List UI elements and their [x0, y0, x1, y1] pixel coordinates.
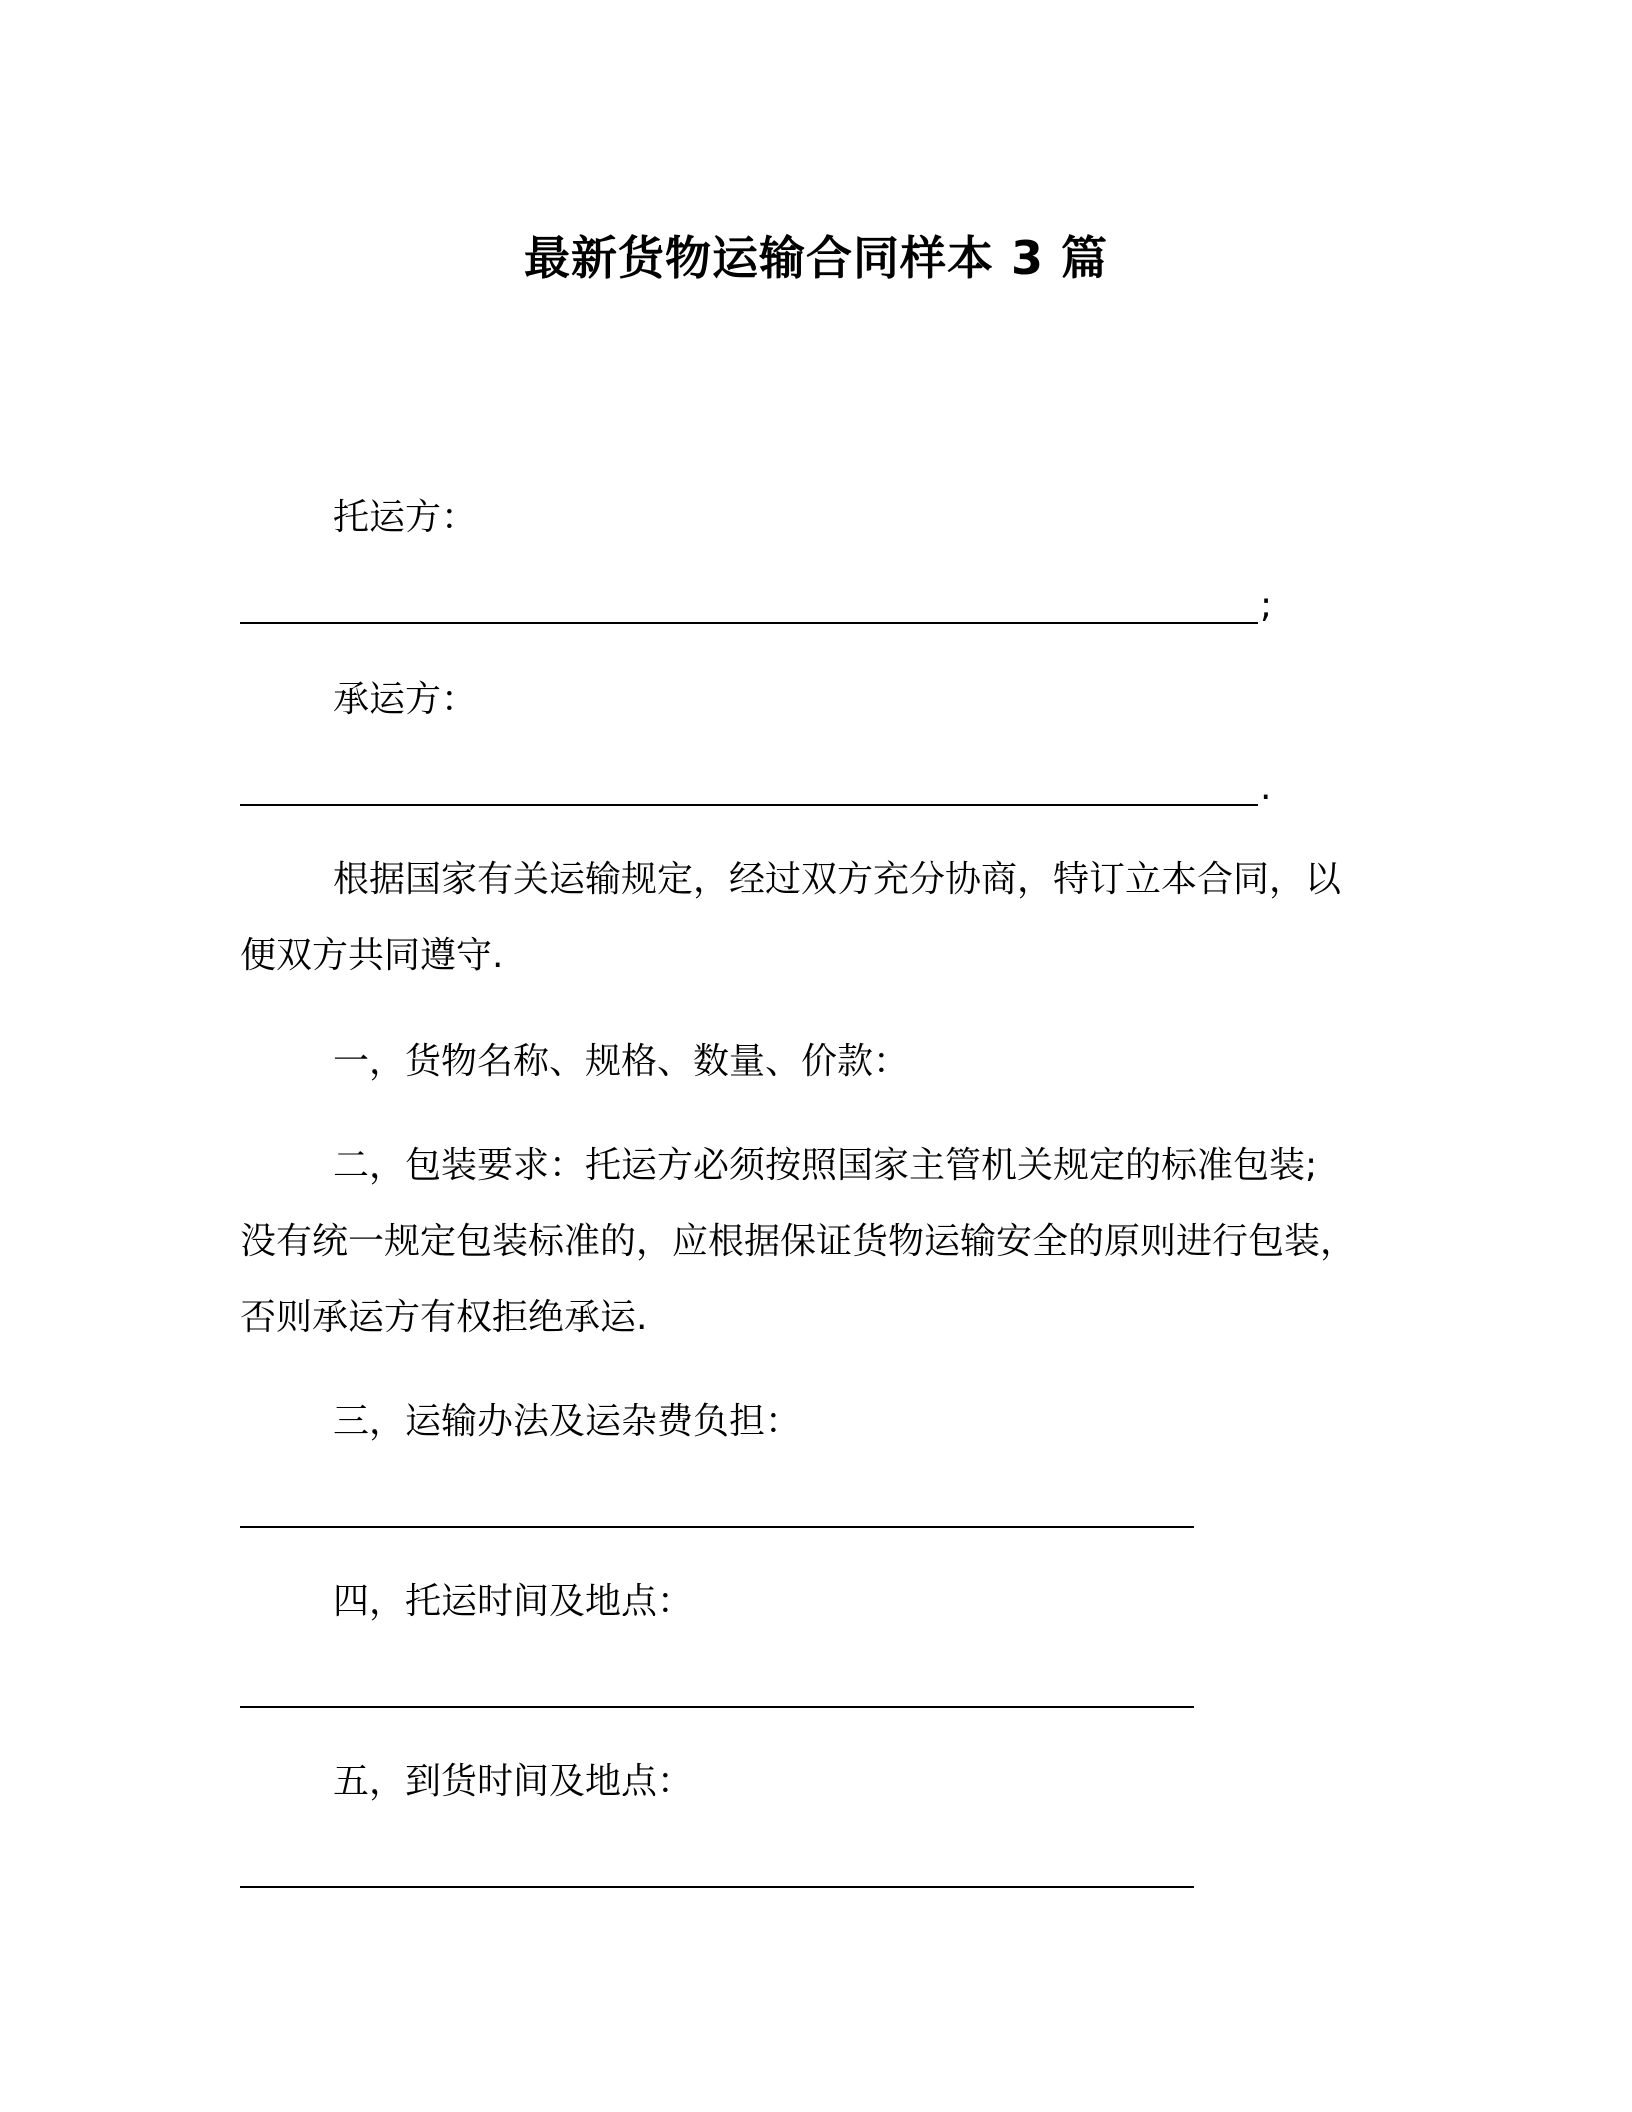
carrier-blank-end: .	[1260, 767, 1272, 808]
clause-2-line1: 二，包装要求：托运方必须按照国家主管机关规定的标准包装;	[333, 1145, 1318, 1186]
clause-1-heading: 一，货物名称、规格、数量、价款：	[333, 1041, 910, 1082]
clause-2-line2: 没有统一规定包装标准的，应根据保证货物运输安全的原则进行包装，	[240, 1221, 1357, 1262]
clause-3-blank-row	[240, 1488, 1194, 1532]
clause-3-blank-line	[240, 1496, 1194, 1528]
carrier-blank-line	[240, 774, 1258, 806]
clause-5-heading: 五，到货时间及地点：	[333, 1761, 694, 1802]
carrier-blank-row	[240, 766, 1271, 810]
clause-3-heading: 三，运输办法及运杂费负担：	[333, 1401, 802, 1442]
clause-5-blank-line	[240, 1856, 1194, 1888]
shipper-label: 托运方：	[333, 497, 478, 538]
shipper-blank-row	[240, 584, 1272, 628]
clause-4-blank-line	[240, 1676, 1194, 1708]
document-title: 最新货物运输合同样本 3 篇	[523, 231, 1109, 285]
intro-paragraph-line2: 便双方共同遵守.	[240, 935, 504, 976]
intro-paragraph-line1: 根据国家有关运输规定，经过双方充分协商，特订立本合同，以	[333, 859, 1342, 900]
clause-4-heading: 四，托运时间及地点：	[333, 1581, 694, 1622]
clause-5-blank-row	[240, 1848, 1194, 1892]
clause-4-blank-row	[240, 1668, 1194, 1712]
shipper-blank-line	[240, 592, 1258, 624]
shipper-blank-end: ;	[1260, 585, 1273, 626]
carrier-label: 承运方：	[333, 679, 478, 720]
clause-2-line3: 否则承运方有权拒绝承运.	[240, 1297, 648, 1338]
